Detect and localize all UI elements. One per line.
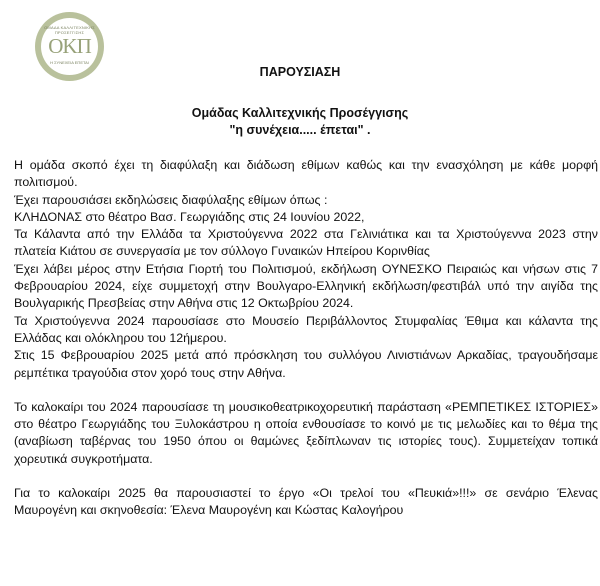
paragraph-february-2025: Στις 15 Φεβρουαρίου 2025 μετά από πρόσκληση του συλλόγου Λινιστιάνων Αρκαδίας, τραγουδήσαμε ρεμπέτικα τραγούδια στον χορό τους στην Αθήνα. bbox=[14, 348, 598, 380]
document-body bbox=[14, 157, 598, 520]
paragraph-gap bbox=[14, 382, 598, 399]
paragraph-klidonas: ΚΛΗΔΟΝΑΣ στο θέατρο Βασ. Γεωργιάδης στις 24 Ιουνίου 2022, bbox=[14, 209, 365, 224]
paragraph-purpose: Η ομάδα σκοπό έχει τη διαφύλαξη και διάδωση εθίμων καθώς και την ενασχόληση με κάθε μορφή πολιτισμού. bbox=[14, 158, 598, 190]
group-name: Ομάδας Καλλιτεχνικής Προσέγγισης bbox=[191, 106, 409, 120]
paragraph-events-intro: Έχει παρουσιάσει εκδηλώσεις διαφύλαξης εθίμων όπως : bbox=[14, 192, 328, 207]
paragraph-kalanta: Τα Κάλαντα από την Ελλάδα τα Χριστούγεννα 2022 στα Γελινιάτικα και τα Χριστούγεννα 2023 στην πλατεία Κιάτου σε συνεργασία με τον σύλλογο Γυναικών Ηπείρου Κορινθίας bbox=[14, 227, 598, 259]
page-title: ΠΑΡΟΥΣΙΑΣΗ bbox=[259, 65, 341, 79]
logo-bottom-text: Η ΣΥΝΕΧΕΙΑ ΕΠΕΤΑΙ bbox=[50, 60, 89, 65]
logo-monogram: ΟΚΠ bbox=[48, 34, 91, 58]
paragraph-gap bbox=[14, 468, 598, 485]
logo-top-text: ΟΜΑΔΑ ΚΑΛΛΙΤΕΧΝΙΚΗΣ ΠΡΟΣΕΓΓΙΣΗΣ bbox=[44, 25, 95, 35]
paragraph-unesco: Έχει λάβει μέρος στην Ετήσια Γιορτή του Πολιτισμού, εκδήλωση ΟΥΝΕΣΚΟ Πειραιώς και νήσων στις 7 Φεβρουαρίου 2024, είχε συμμετοχή στην Βουλγαρο-Ελληνική εκδήλωση/φεστιβάλ υπό την αιγίδα της Βουλγαρικής Πρεσβείας στην Αθήνα στις 12 Οκτωβρίου 2024. bbox=[14, 261, 598, 311]
group-motto: "η συνέχεια..... έπεται" . bbox=[229, 123, 371, 137]
paragraph-summer-2024: Το καλοκαίρι του 2024 παρουσίασε τη μουσικοθεατρικοχορευτική παράσταση «ΡΕΜΠΕΤΙΚΕΣ ΙΣΤΟΡΙΕΣ» στο θέατρο Γεωργιάδης του Ξυλοκάστρου η οποία ενθουσίασε το κοινό με τις μελωδίες και το θέμα της (αναβίωση ταβέρνας του 1950 όπου οι θαμώνες ξεδίπλωναν τις ιστορίες τους). Συμμετείχαν τοπικά χορευτικά συγκροτήματα. bbox=[14, 399, 598, 466]
paragraph-summer-2025: Για το καλοκαίρι 2025 θα παρουσιαστεί το έργο «Οι τρελοί του «Πευκιά»!!!» σε σενάριο Έλενας Μαυρογένη και σκηνοθεσία: Έλενα Μαυρογένη και Κώστας Καλογήρου bbox=[14, 486, 598, 518]
paragraph-christmas-2024: Τα Χριστούγεννα 2024 παρουσίασε στο Μουσείο Περιβάλλοντος Στυμφαλίας Έθιμα και κάλαντα της Ελλάδας και ολόκληρου του 12ήμερου. bbox=[14, 313, 598, 345]
group-heading bbox=[0, 105, 600, 139]
